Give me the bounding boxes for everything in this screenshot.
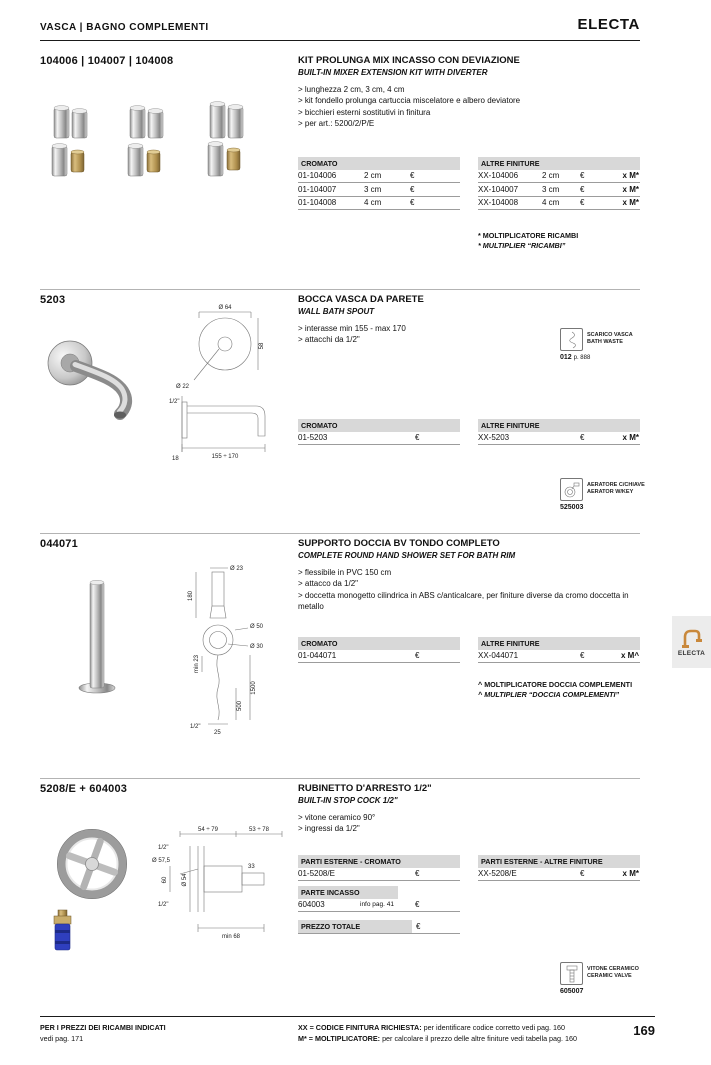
technical-drawing-stop-cock <box>150 824 298 946</box>
table-row <box>298 197 460 211</box>
dim-label: min 68 <box>221 934 241 940</box>
table-header: CROMATO <box>298 419 460 432</box>
product-code: 104006 | 104007 | 104008 <box>40 55 174 67</box>
info-page-ref: info pag. 41 <box>360 901 394 909</box>
table-header: PARTE INCASSO <box>298 886 398 899</box>
product-title: RUBINETTO D'ARRESTO 1/2" <box>298 783 432 794</box>
product-title: KIT PROLUNGA MIX INCASSO CON DEVIAZIONE <box>298 55 520 66</box>
multiplier: x M^ <box>620 651 639 661</box>
dim-label: Ø 22 <box>176 384 190 390</box>
spare-prices-note: PER I PREZZI DEI RICAMBI INDICATI <box>40 1023 166 1032</box>
badge-code: 525003 <box>560 504 584 511</box>
dim-label: 58 <box>259 342 265 350</box>
article-code: 01-104008 <box>298 198 337 208</box>
dim-label: 1/2" <box>158 902 169 908</box>
article-code: XX-044071 <box>478 651 519 661</box>
section-divider <box>40 289 640 290</box>
table-row <box>298 432 460 446</box>
dim-label: 54 ÷ 79 <box>198 827 218 833</box>
table-row <box>298 868 460 882</box>
price-table-altre-finiture <box>478 637 640 663</box>
article-code: XX-104006 <box>478 171 519 181</box>
table-header: PARTI ESTERNE - ALTRE FINITURE <box>478 855 640 868</box>
article-code: 01-104007 <box>298 184 337 194</box>
badge-caption: SCARICO VASCA BATH WASTE <box>587 332 633 345</box>
dim-label: Ø 57,5 <box>152 858 171 864</box>
badge-code: 012 p. 888 <box>560 354 591 361</box>
multiplier: x M* <box>622 198 639 208</box>
ceramic-valve-icon <box>560 962 583 985</box>
price-table-cromato <box>298 419 460 445</box>
price-table-parti-esterne-altre <box>478 855 640 881</box>
side-tab-electa <box>672 616 711 668</box>
dim-label: 500 <box>237 700 243 712</box>
product-description <box>298 783 646 835</box>
dim-label: 1/2" <box>158 845 169 851</box>
dim-label: 1/2" <box>190 724 201 730</box>
multiplier: x M* <box>622 184 639 194</box>
section-divider <box>40 778 640 779</box>
multiplier-footer-note: M* = MOLTIPLICATORE: per calcolare il prezzo delle altre finiture vedi tabella pag. 160 <box>298 1034 578 1043</box>
feature-item: > bicchieri esterni sostitutivi in finitura <box>298 107 431 117</box>
product-title: BOCCA VASCA DA PARETE <box>298 294 424 305</box>
table-header: CROMATO <box>298 157 460 170</box>
table-row <box>478 197 640 211</box>
feature-item: > attacchi da 1/2" <box>298 335 360 344</box>
note-line: * MOLTIPLICATORE RICAMBI <box>478 231 579 240</box>
article-code: XX-5203 <box>478 433 510 443</box>
article-size: 4 cm <box>542 198 560 208</box>
product-features <box>298 567 646 613</box>
table-header: ALTRE FINITURE <box>478 157 640 170</box>
table-row <box>298 899 460 913</box>
product-photo-extension-kit <box>42 100 277 182</box>
table-row <box>298 183 460 197</box>
price-table-cromato <box>298 637 460 663</box>
article-size: 3 cm <box>542 184 560 194</box>
price: € <box>415 869 420 879</box>
multiplier: x M* <box>622 171 639 181</box>
price: € <box>415 900 420 910</box>
finish-code-note: XX = CODICE FINITURA RICHIESTA: per identificare codice corretto vedi pag. 160 <box>298 1023 566 1032</box>
table-row <box>478 650 640 664</box>
article-size: 3 cm <box>364 184 382 194</box>
price: € <box>580 433 585 443</box>
product-features <box>298 812 646 835</box>
article-code: 01-5203 <box>298 433 328 443</box>
price: € <box>410 184 415 194</box>
article-code: XX-104008 <box>478 198 519 208</box>
dim-label: min 23 <box>194 654 200 674</box>
price-table-cromato <box>298 157 460 210</box>
price: € <box>410 198 415 208</box>
product-photo-wall-spout <box>40 336 170 432</box>
table-header: PARTI ESTERNE - CROMATO <box>298 855 460 868</box>
feature-item: > ingressi da 1/2" <box>298 824 360 833</box>
feature-item: > kit fondello prolunga cartuccia miscelatore e albero deviatore <box>298 96 521 105</box>
dim-label: 180 <box>188 590 194 602</box>
product-code: 044071 <box>40 538 78 550</box>
price: € <box>415 433 420 443</box>
dim-label: Ø 64 <box>218 305 232 311</box>
price: € <box>416 922 421 931</box>
multiplier: x M* <box>622 433 639 443</box>
brand-logo: ELECTA <box>577 16 640 33</box>
feature-item: > vitone ceramico 90° <box>298 812 376 822</box>
spare-prices-page: vedi pag. 171 <box>40 1034 84 1043</box>
table-row <box>478 868 640 882</box>
table-row <box>478 183 640 197</box>
article-size: 4 cm <box>364 198 382 208</box>
bath-waste-icon <box>560 328 583 351</box>
dim-label: 1/2" <box>169 399 180 405</box>
price: € <box>580 171 585 181</box>
badge-caption: AERATORE C/CHIAVE AERATOR W/KEY <box>587 482 645 495</box>
badge-aerator <box>560 478 646 511</box>
product-features <box>298 84 646 130</box>
multiplier-note <box>478 231 578 251</box>
feature-item: > interasse min 155 - max 170 <box>298 323 406 333</box>
product-subtitle: BUILT-IN STOP COCK 1/2" <box>298 795 398 805</box>
product-subtitle: WALL BATH SPOUT <box>298 306 375 316</box>
feature-item: > flessibile in PVC 150 cm <box>298 567 392 577</box>
price-table-parte-incasso <box>298 886 460 912</box>
price-table-altre-finiture <box>478 419 640 445</box>
footer-rule <box>40 1016 655 1017</box>
dim-label: 1500 <box>251 681 257 695</box>
dim-label: 18 <box>172 456 179 462</box>
badge-caption: VITONE CERAMICO CERAMIC VALVE <box>587 966 639 979</box>
technical-drawing-hand-shower <box>152 558 288 736</box>
table-header: ALTRE FINITURE <box>478 637 640 650</box>
badge-code: 605007 <box>560 988 584 995</box>
table-row <box>298 170 460 184</box>
article-code: 01-044071 <box>298 651 337 661</box>
multiplier: x M* <box>622 869 639 879</box>
dim-label: 155 ÷ 170 <box>211 454 239 460</box>
note-line: ^ MULTIPLIER “DOCCIA COMPLEMENTI” <box>478 690 620 699</box>
table-row <box>478 170 640 184</box>
technical-drawing-wall-spout <box>168 300 294 466</box>
table-row <box>298 920 460 934</box>
article-size: 2 cm <box>364 171 382 181</box>
badge-ceramic-valve <box>560 962 646 995</box>
table-header: ALTRE FINITURE <box>478 419 640 432</box>
page-number: 169 <box>633 1023 655 1038</box>
dim-label: 25 <box>214 730 221 736</box>
feature-item: > per art.: 5200/2/P/E <box>298 119 375 128</box>
product-photo-shower-holder <box>66 576 130 698</box>
article-code: 01-104006 <box>298 171 337 181</box>
product-subtitle: COMPLETE ROUND HAND SHOWER SET FOR BATH RIM <box>298 550 516 560</box>
table-row <box>298 650 460 664</box>
product-photo-stop-cock <box>38 824 142 954</box>
article-code: XX-5208/E <box>478 869 517 879</box>
note-line: * MULTIPLIER “RICAMBI” <box>478 241 566 250</box>
product-code: 5203 <box>40 294 66 306</box>
multiplier-note <box>478 680 632 700</box>
faucet-icon <box>681 628 703 648</box>
page-category: VASCA | BAGNO COMPLEMENTI <box>40 22 209 33</box>
price-table-prezzo-totale <box>298 920 460 934</box>
article-size: 2 cm <box>542 171 560 181</box>
dim-label: 60 <box>162 876 168 884</box>
feature-item: > doccetta monogetto cilindrica in ABS c/anticalcare, per finiture diverse da cromo doccetta in metallo <box>298 590 629 611</box>
dim-label: Ø 30 <box>250 644 264 650</box>
dim-label: 53 ÷ 78 <box>249 827 269 833</box>
note-line: ^ MOLTIPLICATORE DOCCIA COMPLEMENTI <box>478 680 633 689</box>
dim-label: 33 <box>248 864 255 870</box>
feature-item: > attacco da 1/2" <box>298 579 358 588</box>
price-table-altre-finiture <box>478 157 640 210</box>
price: € <box>580 198 585 208</box>
price-table-parti-esterne-cromato <box>298 855 460 881</box>
section-divider <box>40 533 640 534</box>
price: € <box>580 651 585 661</box>
product-description <box>298 538 646 613</box>
side-tab-label: ELECTA <box>677 649 706 657</box>
header-rule <box>40 40 640 41</box>
article-code: XX-104007 <box>478 184 519 194</box>
article-code: 604003 <box>298 900 325 910</box>
product-title: SUPPORTO DOCCIA BV TONDO COMPLETO <box>298 538 500 549</box>
badge-bath-waste <box>560 328 646 361</box>
table-row <box>478 432 640 446</box>
dim-label: Ø 54 <box>182 873 188 887</box>
product-code: 5208/E + 604003 <box>40 783 128 795</box>
table-header: PREZZO TOTALE <box>298 920 412 933</box>
product-description <box>298 55 646 130</box>
aerator-key-icon <box>560 478 583 501</box>
table-header: CROMATO <box>298 637 460 650</box>
price: € <box>410 171 415 181</box>
dim-label: Ø 50 <box>250 624 264 630</box>
price: € <box>580 184 585 194</box>
price: € <box>580 869 585 879</box>
article-code: 01-5208/E <box>298 869 335 879</box>
dim-label: Ø 23 <box>230 566 244 572</box>
product-subtitle: BUILT-IN MIXER EXTENSION KIT WITH DIVERTER <box>298 67 488 77</box>
feature-item: > lunghezza 2 cm, 3 cm, 4 cm <box>298 84 405 94</box>
price: € <box>415 651 420 661</box>
